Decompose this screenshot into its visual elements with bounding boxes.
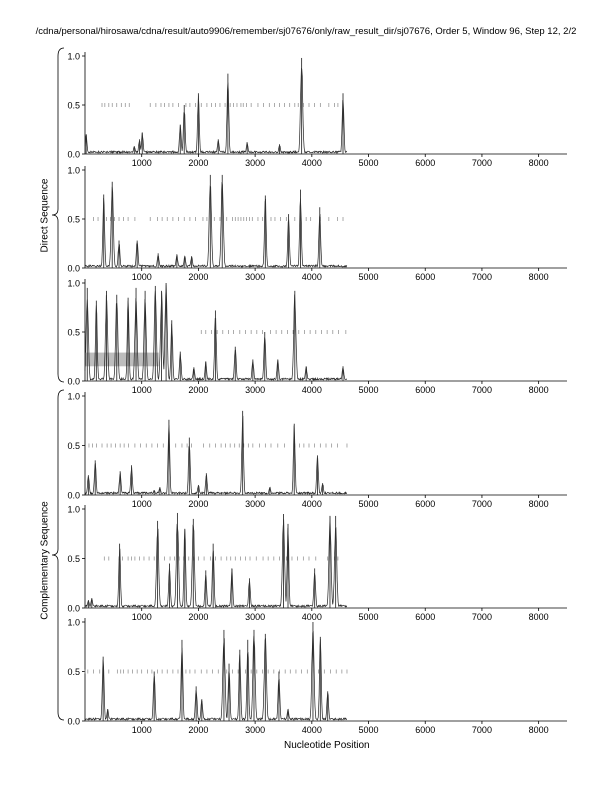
- x-tick-label: 2000: [188, 725, 209, 735]
- y-tick-label: 0.5: [67, 100, 80, 111]
- x-tick-label: 1000: [131, 725, 152, 735]
- y-tick-label: 0.5: [67, 554, 80, 564]
- y-tick-label: 0.5: [67, 327, 80, 338]
- x-tick-label: 8000: [528, 725, 549, 735]
- y-tick-label: 0.5: [67, 667, 80, 677]
- x-tick-label: 5000: [358, 612, 379, 622]
- x-tick-label: 3000: [245, 385, 266, 395]
- x-tick-label: 5000: [358, 272, 379, 282]
- x-tick-label: 3000: [245, 612, 266, 622]
- panel-2: [67, 166, 567, 283]
- x-tick-label: 2000: [188, 272, 209, 282]
- x-tick-label: 5000: [358, 158, 379, 168]
- panel-1: [67, 52, 567, 169]
- x-tick-label: 6000: [415, 499, 436, 509]
- x-tick-label: 4000: [301, 499, 322, 509]
- x-tick-label: 1000: [131, 499, 152, 509]
- y-tick-label: 0.0: [67, 376, 80, 387]
- x-tick-label: 8000: [528, 272, 549, 282]
- x-tick-label: 1000: [131, 272, 152, 282]
- x-tick-label: 5000: [358, 725, 379, 735]
- x-tick-label: 3000: [245, 499, 266, 509]
- x-tick-label: 7000: [471, 158, 492, 168]
- x-tick-label: 5000: [358, 385, 379, 395]
- direct-sequence-label: Direct Sequence: [39, 178, 51, 253]
- x-tick-label: 1000: [131, 385, 152, 395]
- x-tick-label: 2000: [188, 499, 209, 509]
- x-tick-label: 6000: [415, 612, 436, 622]
- series-line: [85, 182, 347, 267]
- x-tick-label: 3000: [245, 158, 266, 168]
- x-tick-label: 3000: [245, 272, 266, 282]
- y-tick-label: 1.0: [67, 165, 80, 176]
- x-tick-label: 8000: [528, 158, 549, 168]
- x-tick-label: 6000: [415, 272, 436, 282]
- series-line: [85, 517, 347, 608]
- x-tick-label: 1000: [131, 612, 152, 622]
- panel-4: [67, 392, 567, 510]
- x-axis-label: Nucleotide Position: [284, 740, 370, 751]
- x-tick-label: 5000: [358, 499, 379, 509]
- x-tick-label: 7000: [471, 272, 492, 282]
- x-tick-label: 4000: [301, 158, 322, 168]
- x-tick-label: 4000: [301, 725, 322, 735]
- y-tick-label: 1.0: [67, 278, 80, 289]
- panel-5: [67, 505, 567, 623]
- x-tick-label: 7000: [471, 612, 492, 622]
- x-tick-label: 8000: [528, 612, 549, 622]
- y-tick-label: 1.0: [67, 391, 80, 402]
- y-tick-label: 1.0: [67, 504, 80, 515]
- x-tick-label: 6000: [415, 385, 436, 395]
- y-tick-label: 0.0: [67, 490, 80, 501]
- y-tick-label: 0.0: [67, 149, 80, 160]
- y-tick-label: 1.0: [67, 51, 80, 62]
- x-tick-label: 6000: [415, 158, 436, 168]
- x-tick-label: 4000: [301, 612, 322, 622]
- y-tick-label: 0.5: [67, 214, 80, 225]
- y-tick-label: 0.0: [67, 263, 80, 274]
- x-tick-label: 2000: [188, 385, 209, 395]
- series-line: [85, 68, 347, 153]
- x-tick-label: 4000: [301, 272, 322, 282]
- y-tick-label: 1.0: [67, 617, 80, 628]
- x-tick-label: 6000: [415, 725, 436, 735]
- x-tick-label: 4000: [301, 385, 322, 395]
- series-line: [85, 416, 347, 494]
- x-tick-label: 3000: [245, 725, 266, 735]
- x-tick-label: 1000: [131, 158, 152, 168]
- panel-6: [67, 618, 567, 736]
- y-tick-label: 0.0: [67, 716, 80, 727]
- complementary-group-brace: [52, 390, 64, 720]
- complementary-sequence-label: Complementary Sequence: [39, 501, 51, 620]
- x-tick-label: 2000: [188, 612, 209, 622]
- series-line: [85, 631, 347, 720]
- x-tick-label: 8000: [528, 499, 549, 509]
- x-tick-label: 8000: [528, 385, 549, 395]
- figure-title: /cdna/personal/hirosawa/cdna/result/auto9906/remember/sj07676/only/raw_result_dir/sj07676, Order 5, Window 96, Step 12, 2/2: [35, 26, 577, 37]
- x-tick-label: 2000: [188, 158, 209, 168]
- y-tick-label: 0.0: [67, 603, 80, 614]
- panel-3: [67, 279, 567, 396]
- x-tick-label: 7000: [471, 725, 492, 735]
- x-tick-label: 7000: [471, 385, 492, 395]
- direct-group-brace: [52, 48, 64, 382]
- x-tick-label: 7000: [471, 499, 492, 509]
- y-tick-label: 0.5: [67, 441, 80, 451]
